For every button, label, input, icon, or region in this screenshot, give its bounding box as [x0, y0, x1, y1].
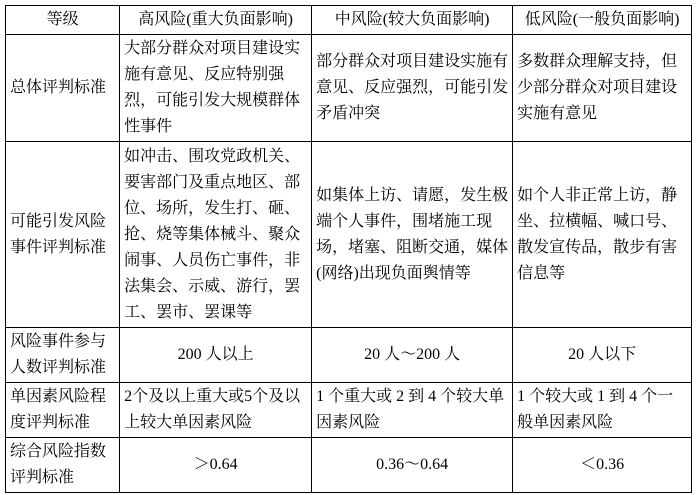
- cell-medium: 20 人～200 人: [312, 328, 513, 383]
- table-header-row: [6, 6, 692, 35]
- table-row-overall-criteria: [6, 35, 692, 142]
- cell-low: 多数群众理解支持，但少部分群众对项目建设实施有意见: [513, 35, 692, 142]
- header-medium-risk: 中风险(较大负面影响): [312, 6, 513, 35]
- row-label: 总体评判标准: [6, 35, 120, 142]
- cell-high: 200 人以上: [120, 328, 312, 383]
- header-level: 等级: [6, 6, 120, 35]
- cell-high: 大部分群众对项目建设实施有意见、反应特别强烈，可能引发大规模群体性事件: [120, 35, 312, 142]
- header-low-risk: 低风险(一般负面影响): [513, 6, 692, 35]
- table-row-participants-criteria: [6, 328, 692, 383]
- cell-high: 如冲击、围攻党政机关、要害部门及重点地区、部位、场所，发生打、砸、抢、烧等集体械斗、聚众闹事、人员伤亡事件，非法集会、示威、游行，罢工、罢市、罢课等: [120, 142, 312, 328]
- table-row-risk-events-criteria: [6, 142, 692, 328]
- cell-medium: 如集体上访、请愿，发生极端个人事件，围堵施工现场，堵塞、阻断交通，媒体(网络)出现负面舆情等: [312, 142, 513, 328]
- table-row-composite-index-criteria: [6, 438, 692, 493]
- row-label: 综合风险指数评判标准: [6, 438, 120, 493]
- cell-high: ＞0.64: [120, 438, 312, 493]
- cell-high: 2个及以上重大或5个及以上较大单因素风险: [120, 383, 312, 438]
- row-label: 可能引发风险事件评判标准: [6, 142, 120, 328]
- cell-low: 20 人以下: [513, 328, 692, 383]
- cell-low: 如个人非正常上访，静坐、拉横幅、喊口号、散发宣传品，散步有害信息等: [513, 142, 692, 328]
- cell-low: ＜0.36: [513, 438, 692, 493]
- row-label: 单因素风险程度评判标准: [6, 383, 120, 438]
- table-row-single-factor-criteria: [6, 383, 692, 438]
- cell-medium: 部分群众对项目建设实施有意见、反应强烈，可能引发矛盾冲突: [312, 35, 513, 142]
- cell-medium: 0.36～0.64: [312, 438, 513, 493]
- header-high-risk: 高风险(重大负面影响): [120, 6, 312, 35]
- row-label: 风险事件参与人数评判标准: [6, 328, 120, 383]
- cell-low: 1 个较大或 1 到 4 个一般单因素风险: [513, 383, 692, 438]
- risk-criteria-table: [5, 5, 692, 493]
- cell-medium: 1 个重大或 2 到 4 个较大单因素风险: [312, 383, 513, 438]
